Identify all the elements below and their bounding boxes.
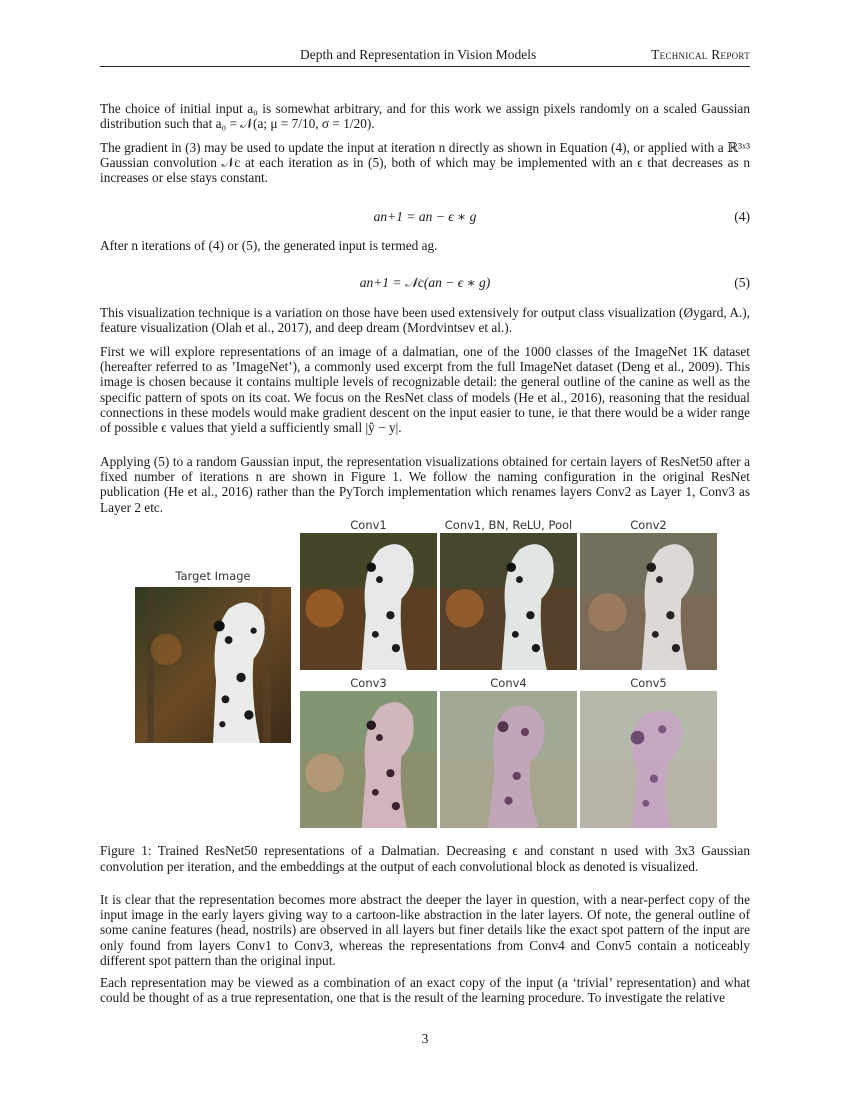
equation-4: [100, 209, 750, 227]
paragraph-applying: Applying (5) to a random Gaussian input, the representation visualizations obtained for certain layers of ResNet50 after a fixed number of iterations n are shown in Figure 1. We follow the naming configuration in the original ResNet publication (He et al., 2016) rather than the PyTorch implementation which renames layers Conv2 as Layer 1, Conv3 as Layer 2 etc.: [100, 454, 750, 515]
panel-label-conv5: Conv5: [630, 676, 667, 690]
panel-label-conv4: Conv4: [490, 676, 527, 690]
panel-label-conv3: Conv3: [350, 676, 387, 690]
paragraph-initial-input: The choice of initial input a₀ is somewhat arbitrary, and for this work we assign pixels randomly on a scaled Gaussian distribution such that a₀ = 𝒩(a; μ = 7/10, σ = 1/20).: [100, 101, 750, 132]
target-image: [135, 587, 291, 743]
running-header-title: Depth and Representation in Vision Models: [300, 47, 537, 62]
panel-image-conv1-bn-relu-pool: [440, 533, 577, 670]
paragraph-abstraction: It is clear that the representation becomes more abstract the deeper the layer in question, with a near-perfect copy of the input image in the early layers giving way to a cartoon-like abstraction in the later layers. Of note, the general outline of some canine features (head, nostrils) are observed in all layers but finer details like the exact spot pattern of the input are only found from layers Conv1 to Conv3, whereas the representations from Conv4 and Conv5 contain a noticeably different spot pattern than the original input.: [100, 892, 750, 968]
panel-label-conv1: Conv1: [350, 518, 387, 532]
paragraph-trivial-representation: Each representation may be viewed as a combination of an exact copy of the input (a ‘trivial’ representation) and what could be thought of as a true representation, one that is the result of the learning procedure. To investigate the relative: [100, 975, 750, 1006]
panel-image-conv4: [440, 691, 577, 828]
equation-5-number: (5): [734, 275, 750, 290]
equation-5-body: an+1 = 𝒩c(an − ϵ ∗ g): [359, 275, 491, 290]
header-rule: [100, 66, 750, 67]
equation-5: [100, 275, 750, 293]
target-image-label: Target Image: [175, 569, 251, 583]
figure-caption: Figure 1: Trained ResNet50 representations of a Dalmatian. Decreasing ϵ and constant n used with 3x3 Gaussian convolution per iteration, and the embeddings at the output of each convolutional block as denoted is visualized.: [100, 843, 750, 874]
paragraph-gradient-update: The gradient in (3) may be used to update the input at iteration n directly as shown in Equation (4), or applied with a ℝ³ˣ³ Gaussian convolution 𝒩c at each iteration as in (5), both of which may be implemented with an ϵ that decreases as n increases or else stays constant.: [100, 140, 750, 186]
paragraph-dalmatian: First we will explore representations of an image of a dalmatian, one of the 1000 classes of the ImageNet 1K dataset (hereafter referred to as ’ImageNet’), a commonly used excerpt from the full ImageNet dataset (Deng et al., 2009). This image is chosen because it contains multiple levels of recognizable detail: the general outline of the canine as well as the specific pattern of spots on its coat. We focus on the ResNet class of models (He et al., 2016), reasoning that the residual connections in these models would make gradient descent on the input easier to tune, ie that there would be a wider range of possible ϵ values that yield a sufficiently small |ŷ − y|.: [100, 344, 750, 436]
page-number: 3: [421, 1031, 429, 1046]
equation-4-number: (4): [734, 209, 750, 224]
running-header-label: Technical Report: [651, 47, 750, 62]
panel-image-conv2: [580, 533, 717, 670]
panel-image-conv3: [300, 691, 437, 828]
panel-label-conv2: Conv2: [630, 518, 667, 532]
paragraph-iterations: After n iterations of (4) or (5), the generated input is termed ag.: [100, 238, 438, 253]
panel-label-conv1-bn-relu-pool: Conv1, BN, ReLU, Pool: [444, 518, 573, 532]
equation-4-body: an+1 = an − ϵ ∗ g: [373, 209, 477, 224]
panel-image-conv5: [580, 691, 717, 828]
paragraph-visualization-technique: This visualization technique is a variation on those have been used extensively for output class visualization (Øygard, A.), feature visualization (Olah et al., 2017), and deep dream (Mordvintsev et al.).: [100, 305, 750, 336]
panel-image-conv1: [300, 533, 437, 670]
